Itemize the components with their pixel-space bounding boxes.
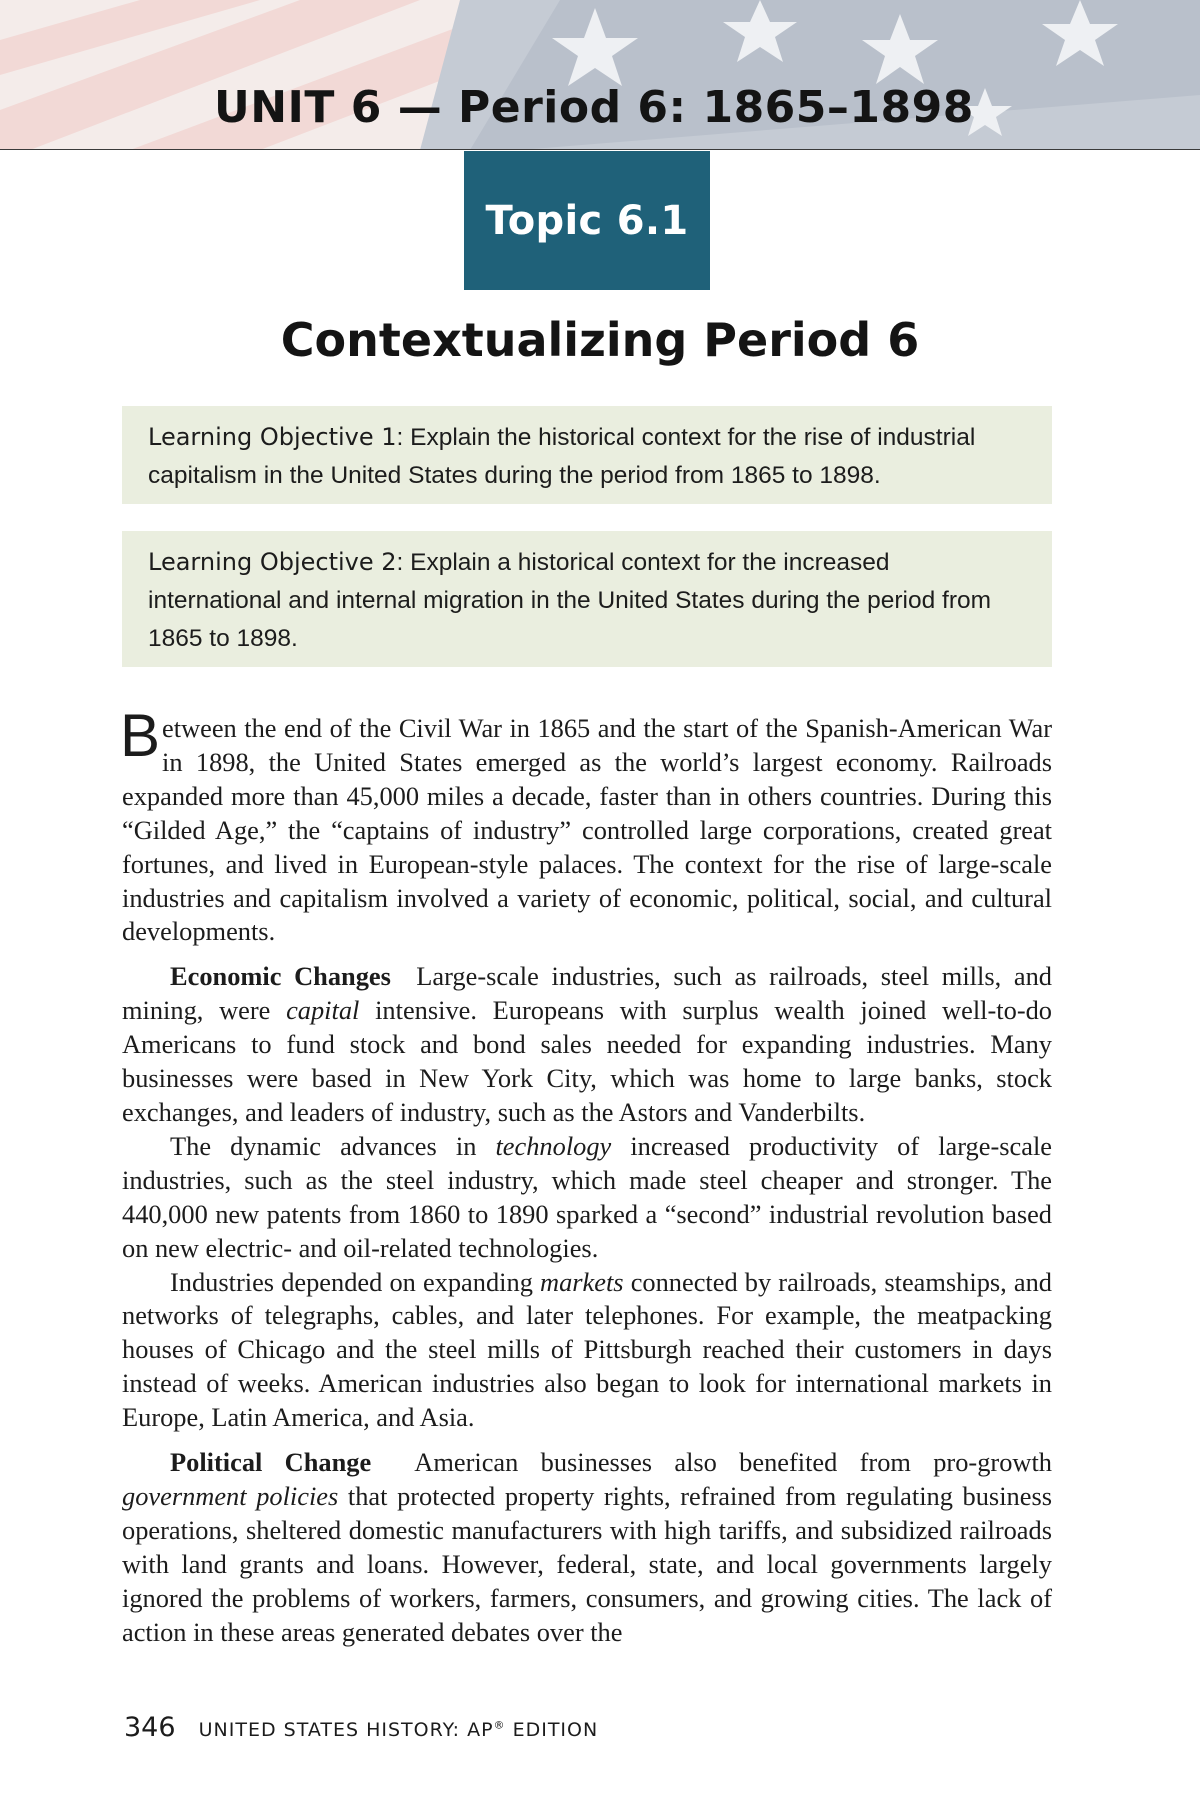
learning-objective-label: Learning Objective 1: [148, 423, 397, 451]
learning-objective-text: : Explain a historical context for the increased international and internal migration in the United States during the period from 1865 to 1898.: [148, 549, 992, 652]
technology-paragraph: The dynamic advances in technology increased productivity of large-scale industries, such as the steel industry, which made steel cheaper and stronger. The 440,000 new patents from 1860 to 1890 sparked a “second” industrial revolution based on new electric- and oil-related technologies.: [122, 1130, 1052, 1263]
learning-objective-text: : Explain the historical context for the rise of industrial capitalism in the United States during the period from 1865 to 1898.: [148, 424, 976, 489]
learning-objective-2: [122, 531, 1052, 667]
topic-label: Topic 6.1: [485, 197, 689, 244]
page-footer: [124, 1712, 598, 1743]
section-heading-economic: Economic Changes: [170, 961, 391, 992]
political-change-paragraph: Political Change American businesses also benefited from pro-growth government policies that protected property rights, refrained from regulating business operations, sheltered domestic manufacturers with high tariffs, and subsidized railroads with land grants and loans. However, federal, state, and local governments largely ignored the problems of workers, farmers, consumers, and growing cities. The lack of action in these areas generated debates over the: [122, 1447, 1052, 1647]
page-title: Contextualizing Period 6: [280, 313, 920, 367]
unit-banner: [0, 0, 1200, 150]
drop-cap: B: [120, 702, 161, 769]
learning-objective-label: Learning Objective 2: [148, 548, 397, 576]
page-number: 346: [124, 1712, 176, 1743]
topic-box: [464, 151, 710, 290]
economic-changes-paragraph: Economic Changes Large-scale industries, such as railroads, steel mills, and mining, were capital intensive. Europeans with surplus wealth joined well-to-do Americans to fund stock and bond sales needed for expanding industries. Many businesses were based in New York City, which was home to large banks, stock exchanges, and leaders of industry, such as the Astors and Vanderbilts.: [122, 961, 1052, 1127]
learning-objective-1: [122, 406, 1052, 504]
section-heading-political: Political Change: [170, 1447, 372, 1478]
markets-paragraph: Industries depended on expanding markets connected by railroads, steamships, and networks of telegraphs, cables, and later telephones. For example, the meatpacking houses of Chicago and the steel mills of Pittsburgh reached their customers in days instead of weeks. American industries also began to look for international markets in Europe, Latin America, and Asia.: [122, 1266, 1052, 1433]
banner-divider: [0, 149, 1200, 150]
intro-paragraph: Between the end of the Civil War in 1865 and the start of the Spanish-American War in 1898, the United States emerged as the world’s largest economy. Railroads expanded more than 45,000 miles a decade, faster than in others countries. During this “Gilded Age,” the “captains of industry” controlled large corporations, created great fortunes, and lived in European-style palaces. The context for the rise of large-scale industries and capitalism involved a variety of economic, political, social, and cultural developments.: [120, 702, 1052, 947]
unit-title: UNIT 6 — Period 6: 1865–1898: [214, 82, 974, 133]
book-title: UNITED STATES HISTORY: AP® EDITION: [198, 1718, 599, 1741]
body-text: [120, 702, 1052, 1649]
